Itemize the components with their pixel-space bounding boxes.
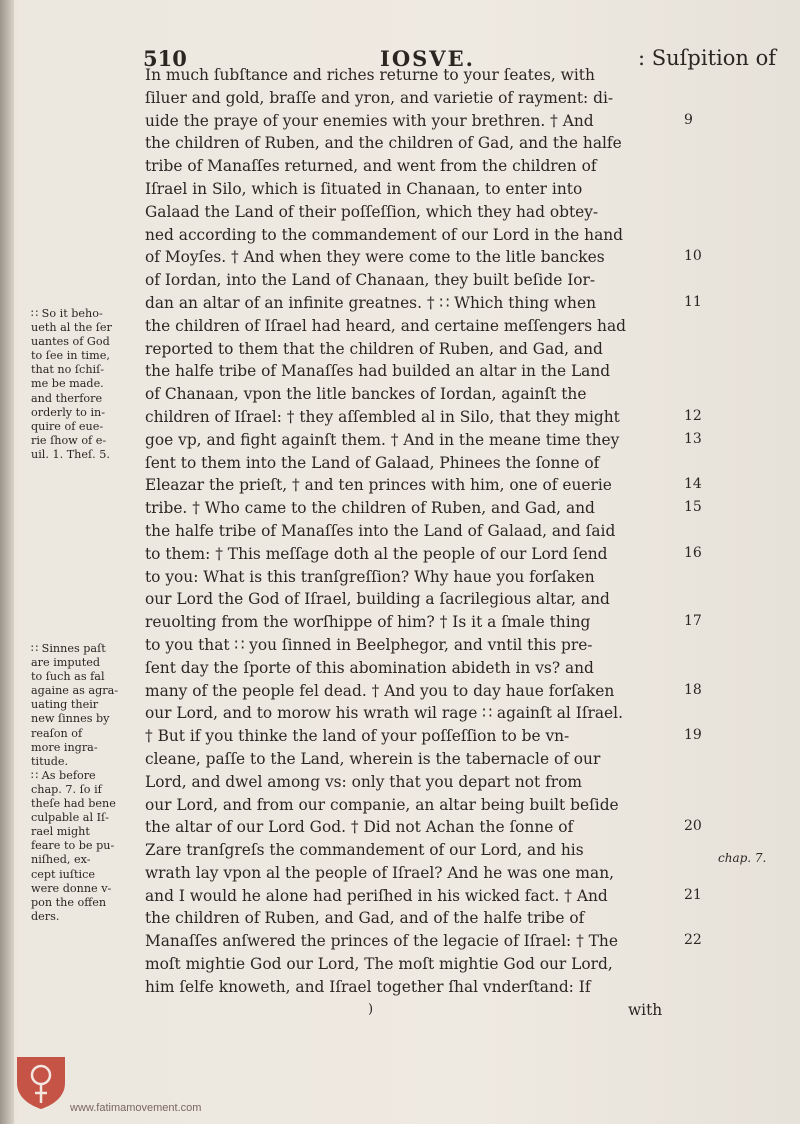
text-line: goe vp, and fight againſt them. † And in the meane time they (145, 430, 620, 449)
text-line: are imputed (31, 656, 101, 670)
running-head: : Suſpition of (638, 46, 777, 70)
text-line: ned according to the commandement of our Lord in the hand (145, 225, 624, 244)
text-line: and I would he alone had periſhed in his wicked fact. † And (145, 886, 608, 905)
text-line: to you that ∷ you ſinned in Beelphegor, and vntil this pre- (145, 635, 593, 654)
verse-number: 14 (684, 476, 702, 493)
text-line: In much ſubſtance and riches returne to your ſeates, with (145, 66, 595, 84)
catchword: with (628, 1001, 663, 1019)
footer-url[interactable]: www.fatimamovement.com (70, 1102, 202, 1114)
text-line: the halfe tribe of Manaſſes into the Land of Galaad, and ſaid (145, 521, 616, 540)
text-line: Eleazar the prieſt, † and ten princes with him, one of euerie (145, 476, 612, 495)
text-line: ders. (31, 909, 60, 923)
text-line: reaſon of (31, 726, 83, 740)
text-line: ∷ So it beho- (31, 307, 103, 320)
text-line: the children of Ruben, and the children of Gad, and the halfe (145, 134, 622, 153)
fatima-movement-logo (13, 1053, 69, 1111)
text-line: uantes of God (31, 335, 110, 349)
text-line: to you: What is this tranſgreſſion? Why haue you forſaken (145, 567, 595, 586)
text-line: againe as agra- (31, 684, 119, 698)
text-line: moſt mightie God our Lord, The moſt mightie God our Lord, (145, 955, 613, 974)
text-line: quire of eue- (31, 419, 104, 433)
verse-number: 16 (684, 544, 702, 561)
text-line: to ſee in time, (31, 349, 110, 363)
running-title: IOSVE. (380, 46, 475, 71)
text-line: Manaſſes anſwered the princes of the legacie of Iſrael: † The (145, 932, 618, 951)
text-line: ∷ As before (31, 768, 96, 782)
text-line: wrath lay vpon al the people of Iſrael? And he was one man, (145, 863, 615, 882)
text-line: to them: † This meſſage doth al the people of our Lord ſend (145, 544, 608, 563)
verse-number: 11 (684, 294, 702, 310)
text-line: ∷ Sinnes paſt (31, 642, 106, 655)
text-line: children of Iſrael: † they aſſembled al in Silo, that they might (145, 407, 620, 426)
text-line: Iſrael in Silo, which is ſituated in Chanaan, to enter into (145, 179, 583, 198)
text-line: the halfe tribe of Manaſſes had builded an altar in the Land (145, 362, 611, 381)
margin-note-schism (31, 307, 143, 462)
text-line: uil. 1. Theſ. 5. (31, 447, 110, 461)
text-line: reported to them that the children of Ruben, and Gad, and (145, 339, 603, 358)
text-line: Galaad the Land of their poſſeſſion, which they had obtey- (145, 202, 599, 221)
text-line: our Lord, and from our companie, an altar being built beſide (145, 795, 619, 814)
text-line: of Moyſes. † And when they were come to the litle banckes (145, 248, 605, 267)
text-line: the altar of our Lord God. † Did not Achan the ſonne of (145, 818, 574, 837)
verse-number: 19 (684, 727, 702, 744)
text-line: and therfore (31, 391, 103, 405)
margin-note-sins (31, 642, 143, 924)
text-line: culpable al Iſ- (31, 811, 109, 825)
text-line: reuolting from the worſhippe of him? † Is it a ſmale thing (145, 613, 591, 632)
text-line: orderly to in- (31, 405, 106, 419)
verse-number: 15 (684, 499, 702, 516)
page-number: 510 (143, 46, 187, 71)
text-line: theſe had bene (31, 797, 116, 811)
text-line: rie ſhow of e- (31, 433, 107, 447)
text-line: dan an altar of an infinite greatnes. † ∷ Which thing when (145, 293, 596, 312)
text-line: the children of Ruben, and Gad, and of the halfe tribe of (145, 909, 585, 928)
text-line: cleane, paſſe to the Land, wherein is the tabernacle of our (145, 749, 601, 768)
text-line: new ſinnes by (31, 712, 110, 726)
text-line: ſiluer and gold, braſſe and yron, and varietie of rayment: di- (145, 88, 614, 107)
text-line: ueth al the ſer (31, 321, 112, 335)
text-line: niſhed, ex- (31, 853, 91, 867)
text-line: tribe of Manaſſes returned, and went from the children of (145, 157, 597, 176)
text-line: many of the people fel dead. † And you to day haue forſaken (145, 681, 615, 700)
text-line: cept iuſtice (31, 867, 95, 881)
verse-number: 18 (684, 681, 702, 698)
text-line: rael might (31, 825, 90, 839)
text-line: were donne v- (31, 881, 112, 895)
margin-reference: chap. 7. (718, 851, 767, 865)
text-line: chap. 7. ſo if (31, 782, 102, 796)
verse-number: 13 (684, 430, 702, 447)
text-line: him ſelfe knoweth, and Iſrael together ſhal vnderſtand: If (145, 977, 591, 996)
text-line: of Iordan, into the Land of Chanaan, they built beſide Ior- (145, 271, 596, 290)
text-line: † But if you thinke the land of your poſſeſſion to be vn- (145, 727, 570, 746)
text-line: more ingra- (31, 740, 98, 754)
verse-number: 21 (684, 886, 702, 903)
verse-number: 12 (684, 408, 702, 424)
verse-number: 22 (684, 932, 702, 949)
text-line: me be made. (31, 377, 104, 391)
gutter-shadow (0, 0, 14, 1124)
text-line: pon the offen (31, 895, 107, 909)
verse-number: 17 (684, 613, 702, 630)
text-line: to ſuch as fal (31, 670, 105, 684)
verse-number: 10 (684, 248, 702, 265)
text-line: that no ſchiſ- (31, 363, 105, 377)
text-line: tribe. † Who came to the children of Ruben, and Gad, and (145, 499, 595, 518)
text-line: Lord, and dwel among vs: only that you depart not from (145, 772, 583, 791)
text-line: titude. (31, 754, 69, 768)
signature-mark: ) (368, 1002, 374, 1017)
text-line: ſent to them into the Land of Galaad, Phinees the ſonne of (145, 453, 600, 472)
text-line: our Lord, and to morow his wrath wil rage ∷ againſt al Iſrael. (145, 704, 623, 723)
main-text-column (145, 64, 675, 999)
text-line: Zare tranſgreſs the commandement of our Lord, and his (145, 841, 584, 860)
text-line: of Chanaan, vpon the litle banckes of Iordan, againſt the (145, 385, 587, 404)
text-line: uide the praye of your enemies with your brethren. † And (145, 111, 594, 130)
text-line: uating their (31, 698, 99, 712)
verse-number: 20 (684, 818, 702, 835)
text-line: the children of Iſrael had heard, and certaine meſſengers had (145, 316, 626, 335)
text-line: feare to be pu- (31, 839, 115, 853)
verse-number: 9 (684, 111, 693, 128)
text-line: ſent day the ſporte of this abomination abideth in vs? and (145, 658, 594, 677)
text-line: our Lord the God of Iſrael, building a ſacrilegious altar, and (145, 590, 610, 609)
